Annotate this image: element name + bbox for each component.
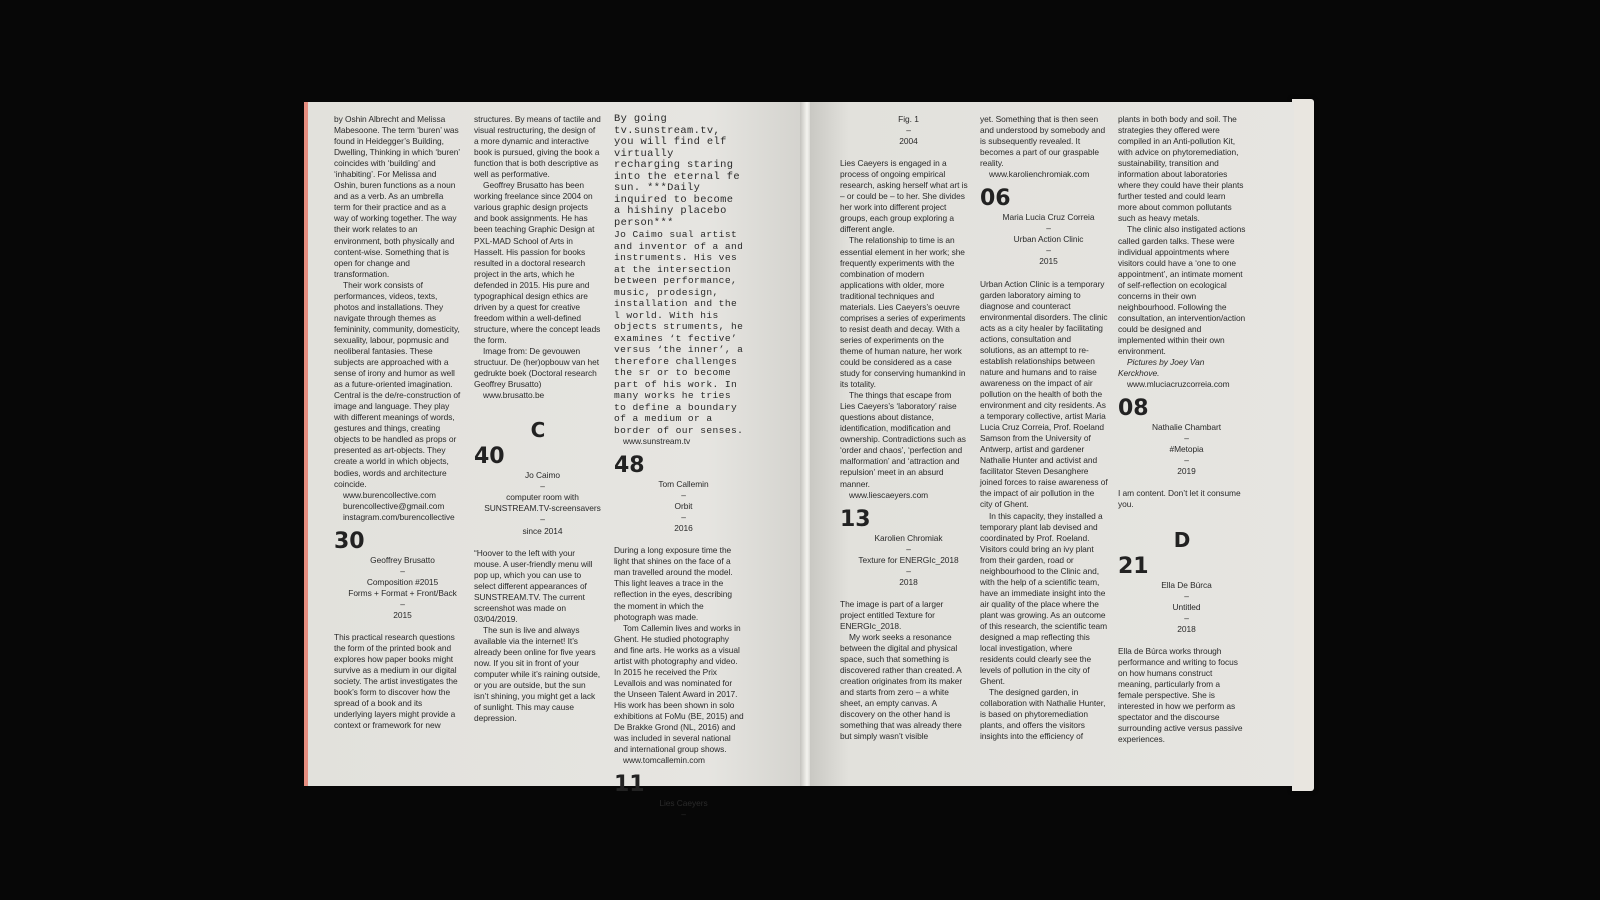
- artist-name: Maria Lucia Cruz Correia: [1002, 212, 1095, 223]
- dash: –: [906, 565, 911, 576]
- link-text: www.mluciacruzcorreia.com: [1127, 379, 1230, 390]
- work-title: Texture for ENERGIc_2018: [858, 554, 959, 565]
- link-text: www.tomcallemin.com: [623, 755, 705, 766]
- paragraph: Their work consists of performances, videos, texts, photos and installations. They navigate through themes as femininity, community, domesticity, sexuality, labour, popmusic and neoliberal fantasies. These subjects are approached with a sense of irony and humor as well as a future-oriented imagination. Central is the de/re-construction of image and language. They play with different meanings of words, gestures and things, creating objects to be handled as props or presented as art-objects. They create a world in which objects, bodies, words and architecture coincide.: [334, 279, 461, 489]
- paragraph: The image is part of a larger project entitled Texture for ENERGIc_2018.: [840, 598, 944, 631]
- paragraph: During a long exposure time the light that shines on the face of a man travelled around the model. This light leaves a trace in the reflection in the eyes, describing the moment in which the photograph was made.: [614, 545, 733, 622]
- paragraph: Geoffrey Brusatto has been working freelance since 2004 on various graphic design projects and book assignments. He has been teaching Graphic Design at PXL-MAD School of Arts in Hasselt. His passion for books resulted in a doctoral research project in the arts, which he defended in 2015. His pure and typographical design ethics are driven by a quest for creative freedom within a well-defined structure, where the concept leads the form.: [474, 180, 601, 345]
- dash: –: [1184, 433, 1189, 444]
- work-year: 2019: [1177, 466, 1196, 477]
- paragraph: Urban Action Clinic is a temporary garden laboratory aiming to diagnose and counteract environmental disorders. The clinic acts as a city healer by facilitating actions, consultation and solutions, as an attempt to re-establish relationships between nature and humans and to raise awareness on the impact of air pollution on the health of both the environment and city residents. As a temporary collective, artist Maria Lucia Cruz Correia, Prof. Roeland Samson from the University of Antwerp, artist and gardener Nathalie Hunter and activist and facilitator Steven Desanghere joined forces to raise awareness of the impact of air pollution in the city of Ghent.: [980, 278, 1108, 510]
- entry-number: 08: [1118, 396, 1149, 422]
- paragraph: This practical research questions the form of the printed book and explores how paper books might survive as a medium in our digital society. The artist investigates the book’s form to discover how the spread of a book and its underlying layers might provide a context or framework for new: [334, 632, 458, 731]
- figure-year: 2004: [899, 136, 918, 147]
- entry-number: 48: [614, 453, 645, 479]
- entry-number: 40: [474, 444, 505, 470]
- image-caption: Image from: De gevouwen structuur. De (her)opbouw van het gedrukte boek (Doctoral research Geoffrey Brusatto): [474, 345, 599, 390]
- entry-number: 13: [840, 506, 871, 532]
- paragraph: by Oshin Albrecht and Melissa Mabesoone. The term ‘buren’ was found in Heidegger’s Building, Dwelling, Thinking in which ‘buren’ coincides with ‘building’ and ‘inhabiting’. For Melissa and Oshin, buren functions as a noun and as a verb. As an umbrella term for their practice and as a way of working together. The way their work relates to an environment, both physically and content-wise. Something that is open for change and transformation.: [334, 114, 460, 279]
- work-year: since 2014: [522, 525, 563, 536]
- paragraph: Ella de Búrca works through performance and writing to focus on how humans construct meaning, particularly from a female perspective. She is interested in how we perform as spectator and the discourse surrounding active versus passive experiences.: [1118, 645, 1243, 745]
- paragraph: In this capacity, they installed a temporary plant lab devised and coordinated by Prof. Roeland. Visitors could bring an ivy plant from their garden, road or neighbourhood to the Clinic and, with the help of a scientific team, have an immediate insight into the air quality of the place where the plant was growing. As an outcome of this research, the scientific team designed a map reflecting this local investigation, where residents could clearly see the levels of pollution in the city of Ghent.: [980, 510, 1108, 687]
- dash: –: [540, 514, 545, 525]
- dash: –: [681, 809, 686, 820]
- dash: –: [681, 490, 686, 501]
- dash: –: [1184, 590, 1189, 601]
- paragraph: The things that escape from Lies Caeyers’s ‘laboratory’ raise questions about distance, identification, modification and ownership. Contradictions such as ‘order and chaos’, ‘perfection and malformation’ and ‘attraction and repulsion’ meet in an absurd manner.: [840, 390, 966, 489]
- artist-name: Ella De Búrca: [1161, 579, 1212, 590]
- dash: –: [400, 565, 405, 576]
- entry-number: 11: [614, 772, 645, 798]
- work-year: 2018: [1177, 623, 1196, 634]
- artist-name: Lies Caeyers: [659, 798, 708, 809]
- figure-label: Fig. 1: [898, 114, 919, 124]
- paragraph: My work seeks a resonance between the digital and physical space, such that something is discovered rather than created. A creation originates from its maker and starts from zero – a white sheet, an empty canvas. A discovery on the other hand is something that was already there but simply wasn’t visible: [840, 631, 963, 742]
- artist-name: Karolien Chromiak: [874, 532, 943, 543]
- work-year: 2018: [899, 576, 918, 587]
- right-column-3: [1118, 114, 1246, 745]
- link-text: www.brusatto.be: [483, 390, 545, 401]
- right-page: [810, 102, 1294, 786]
- photo-credit: Pictures by Joey Van Kerckhove.: [1118, 357, 1205, 379]
- section-letter: D: [1173, 527, 1191, 552]
- work-year: 2016: [674, 523, 693, 534]
- artist-name: Geoffrey Brusatto: [370, 554, 435, 565]
- dash: –: [1046, 245, 1051, 256]
- artist-name: Tom Callemin: [658, 479, 709, 490]
- paragraph: Jo Caimo sual artist and inventor of a and instruments. His ves at the intersection between performance, music, prodesign, installation and the l world. With his objects struments, he examines ‘t fective’ versus ‘the inner’, a therefore challenges the sr or to become part of his work. In many works he tries to define a boundary of a medium or a border of our senses.: [614, 229, 744, 436]
- left-page: [304, 102, 808, 820]
- work-year: 2015: [393, 609, 412, 620]
- work-title: computer room with: [506, 492, 579, 503]
- dash: –: [1184, 455, 1189, 466]
- right-column-2: [980, 114, 1108, 742]
- paragraph: I am content. Don’t let it consume you.: [1118, 488, 1241, 510]
- link-text: www.liescaeyers.com: [849, 489, 929, 500]
- work-title: Forms + Format + Front/Back: [348, 587, 457, 598]
- work-title: Composition #2015: [366, 576, 439, 587]
- work-title: SUNSTREAM.TV-screensavers: [484, 503, 601, 514]
- left-column-1: [334, 114, 462, 731]
- entry-number: 21: [1118, 553, 1149, 579]
- right-column-1: [840, 114, 968, 742]
- dash: –: [1046, 223, 1051, 234]
- link-text: www.burencollective.com: [343, 489, 436, 500]
- dash: –: [1184, 612, 1189, 623]
- work-year: 2015: [1039, 256, 1058, 267]
- book-cover-edge: [1292, 99, 1314, 791]
- work-title: Orbit: [674, 501, 693, 512]
- dash: –: [400, 598, 405, 609]
- paragraph: The designed garden, in collaboration with Nathalie Hunter, is based on phytoremediation plants, and offers the visitors insights into the efficiency of: [980, 687, 1106, 742]
- paragraph: Lies Caeyers is engaged in a process of ongoing empirical research, asking herself what art is – or could be – to her. She divides her work into different project groups, each group exploring a different angle.: [840, 158, 968, 235]
- open-book: [300, 96, 1315, 820]
- screensaver-text: By going tv.sunstream.tv, you will find elf virtually recharging staring into the eternal fe sun. ***Daily inquired to become a hishiny placebo person***: [614, 113, 741, 229]
- section-letter: C: [530, 418, 546, 443]
- dash: –: [540, 481, 545, 492]
- link-text: www.karolienchromiak.com: [989, 169, 1090, 180]
- dash: –: [906, 543, 911, 554]
- paragraph: Tom Callemin lives and works in Ghent. He studied photography and fine arts. He works as a visual artist with photography and video. In 2015 he received the Prix Levallois and was nominated for the Unseen Talent Award in 2017. His work has been shown in solo exhibitions at FoMu (BE, 2015) and De Brakke Grond (NL, 2016) and was included in several national and international group shows.: [614, 622, 744, 755]
- dash: –: [681, 512, 686, 523]
- entry-number: 30: [334, 528, 365, 554]
- paragraph: “Hoover to the left with your mouse. A user-friendly menu will pop up, which you can use to select different appearances of SUNSTREAM.TV. The current screenshot was made on 03/04/2019.: [474, 547, 593, 624]
- paragraph: The clinic also instigated actions called garden talks. These were individual appointments where visitors could have a ‘one to one appointment’, an intimate moment of self-reflection on ecological concerns in their own neighbourhood. Following the consultation, an intervention/action could be designed and implemented within their own environment.: [1118, 224, 1246, 356]
- paragraph: The sun is live and always available via the internet! It’s already been online for five years now. If you sit in front of your computer while it’s raining outside, or you are outside, but the sun isn’t shining, you might get a lack of sunlight. This may cause depression.: [474, 624, 601, 724]
- link-text: burencollective@gmail.com: [343, 500, 445, 511]
- artist-name: Nathalie Chambart: [1152, 422, 1221, 433]
- link-text: instagram.com/burencollective: [343, 511, 455, 522]
- paragraph: structures. By means of tactile and visual restructuring, the design of a more dynamic and interactive book is pursued, giving the book a function that is both descriptive as well as performative.: [474, 114, 601, 180]
- paragraph: yet. Something that is then seen and understood by somebody and is subsequently revealed. It becomes a part of our graspable reality.: [980, 114, 1106, 169]
- paragraph: The relationship to time is an essential element in her work; she frequently experiments with the combination of modern applications with older, more traditional techniques and materials. Lies Caeyers’s oeuvre comprises a series of experiments to resist death and decay. With a series of experiments on the theme of human nature, her work could be considered as a case study for conserving humankind in its totality.: [840, 235, 966, 390]
- paragraph: plants in both body and soil. The strategies they offered were compiled in an Anti-pollution Kit, with advice on phytoremediation, sustainability, transition and information about laboratories where they could have their plants further tested and could learn more about common pollutants such as heavy metals.: [1118, 114, 1244, 224]
- artist-name: Jo Caimo: [525, 470, 560, 481]
- entry-number: 06: [980, 186, 1011, 212]
- work-title: Urban Action Clinic: [1013, 234, 1084, 245]
- link-text: www.sunstream.tv: [623, 436, 691, 446]
- left-column-2: [474, 114, 602, 724]
- left-column-3: [614, 114, 744, 820]
- work-title: Untitled: [1172, 601, 1201, 612]
- dash: –: [906, 125, 911, 136]
- work-title: #Metopia: [1169, 444, 1204, 455]
